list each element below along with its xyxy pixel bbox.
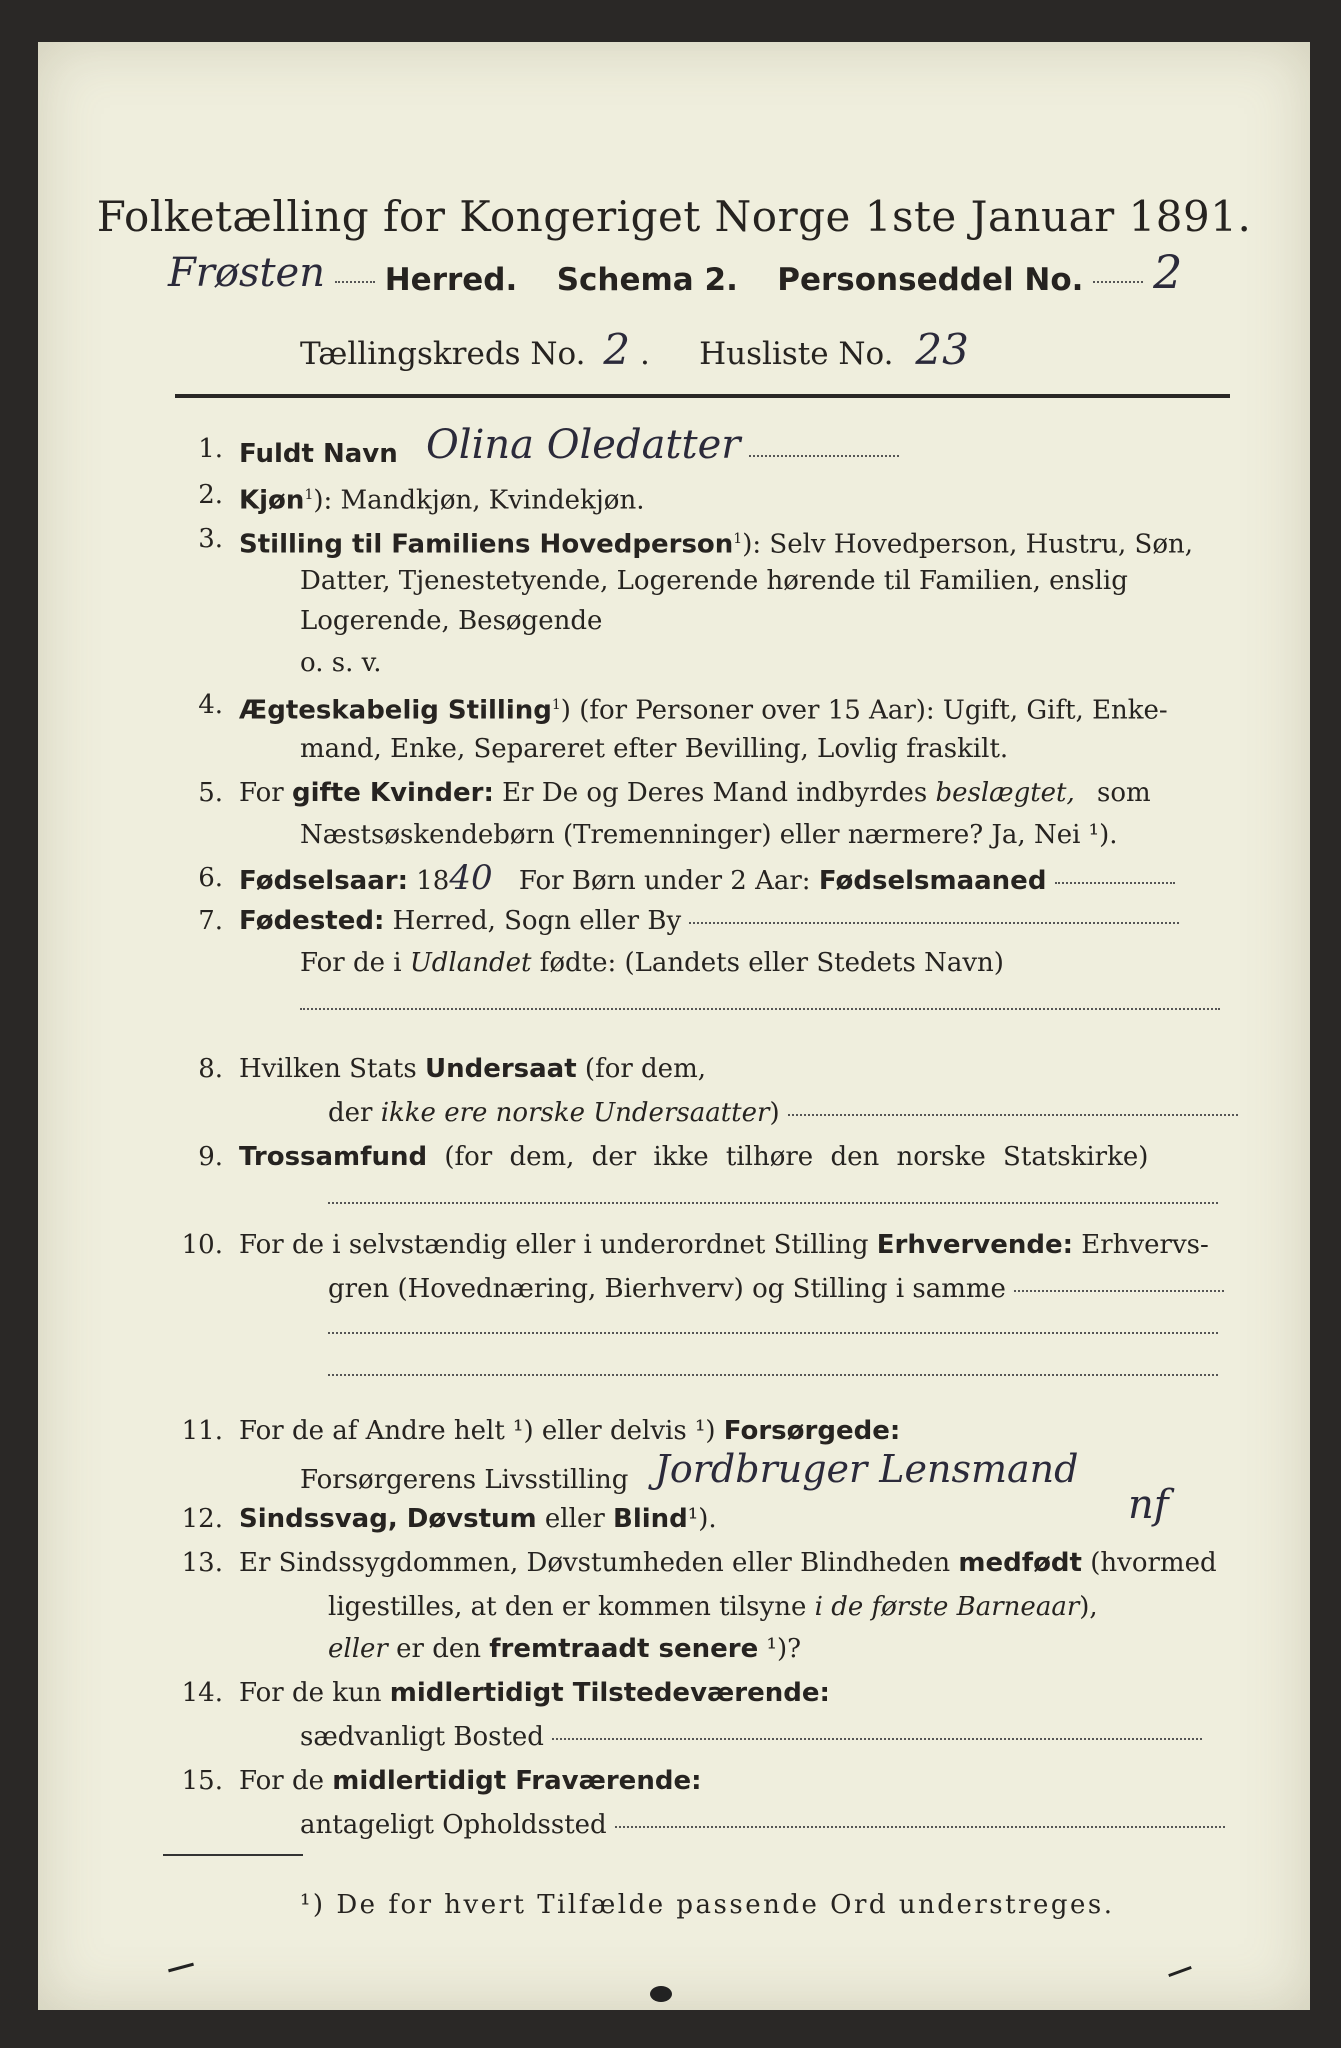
- stilling-options-line4: o. s. v.: [300, 648, 382, 678]
- fodested-label: Fødested:: [239, 906, 385, 936]
- text: For de i selvstændig eller i underordnet Stilling: [239, 1230, 869, 1260]
- item-number: 4.: [198, 690, 223, 720]
- text: ): [769, 1098, 780, 1128]
- text: fødte: (Landets eller Stedets Navn): [539, 948, 1004, 978]
- footnote-rule: [163, 1854, 303, 1856]
- item-number: 15.: [181, 1766, 223, 1796]
- aegteskabelig-options: ) (for Personer over 15 Aar): Ugift, Gift, Enke-: [560, 695, 1168, 726]
- husliste-label: Husliste No.: [699, 336, 894, 372]
- medfodt-label: medfødt: [958, 1548, 1082, 1578]
- trossamfund-label: Trossamfund: [239, 1142, 428, 1172]
- item-number: 9.: [198, 1142, 223, 1172]
- text: (for dem, der ikke tilhøre den norske Statskirke): [444, 1142, 1149, 1172]
- text: For de: [239, 1766, 324, 1796]
- item-number: 10.: [181, 1230, 223, 1260]
- footnote-ref: 1: [304, 487, 314, 503]
- undersaat-label: Undersaat: [424, 1054, 577, 1084]
- gifte-kvinder-label: gifte Kvinder:: [291, 778, 494, 808]
- text: 18: [416, 866, 450, 896]
- ink-blot: [650, 1986, 672, 2002]
- fravaerende-line2: [300, 1804, 1225, 1846]
- gifte-kvinder-line2: Næstsøskendebørn (Tremenninger) eller nærmere? Ja, Nei ¹).: [300, 820, 1118, 850]
- trossamfund-blank-line: [328, 1180, 1218, 1222]
- erhvervende-label: Erhvervende:: [876, 1230, 1074, 1260]
- item-number: 13.: [181, 1548, 223, 1578]
- personseddel-label: Personseddel No.: [777, 262, 1084, 298]
- census-form-page: [38, 42, 1310, 2010]
- fodselsaar-label: Fødselsaar:: [239, 866, 408, 896]
- text: ligestilles, at den er kommen tilsyne: [328, 1592, 807, 1622]
- text: Udlandet: [409, 948, 532, 978]
- sindssvag-value: nf: [1128, 1482, 1169, 1528]
- text: ),: [1079, 1592, 1098, 1622]
- text: eller: [544, 1504, 605, 1534]
- text: (hvormed: [1090, 1548, 1217, 1578]
- stilling-options: ): Selv Hovedperson, Hustru, Søn,: [742, 529, 1194, 560]
- medfodt-line2: [328, 1586, 1098, 1628]
- aegteskabelig-label: Ægteskabelig Stilling: [239, 695, 552, 726]
- forsorgede-label: Forsørgede:: [723, 1416, 901, 1446]
- aegteskabelig-options-line2: mand, Enke, Separeret efter Bevilling, Lovlig fraskilt.: [300, 734, 1009, 764]
- schema-label: Schema 2.: [556, 262, 738, 298]
- erhvervende-blank-line-1: [328, 1310, 1218, 1352]
- kjon-options: ): Mandkjøn, Kvindekjøn.: [313, 485, 645, 516]
- item-number: 11.: [181, 1416, 223, 1446]
- blind-label: Blind: [613, 1504, 688, 1534]
- text: (for dem,: [584, 1054, 706, 1084]
- fravaerende-label: midlertidigt Fraværende:: [332, 1766, 702, 1796]
- text: For de af Andre helt ¹) eller delvis ¹): [239, 1416, 716, 1446]
- text: Hvilken Stats: [239, 1054, 417, 1084]
- forsorgede-line2: [300, 1447, 1079, 1501]
- text: For de i: [300, 948, 402, 978]
- text: beslægtet,: [935, 778, 1075, 808]
- footnote-ref: 1: [551, 697, 561, 713]
- text: antageligt Opholdssted: [300, 1810, 607, 1840]
- text: Er Sindssygdommen, Døvstumheden eller Blindheden: [239, 1548, 951, 1578]
- undersaat-line2: [328, 1092, 1238, 1134]
- item-number: 8.: [198, 1054, 223, 1084]
- erhvervende-line2: [328, 1268, 1224, 1310]
- item-number: 3.: [198, 524, 223, 554]
- stilling-options-line2: Datter, Tjenestetyende, Logerende hørende til Familien, enslig: [300, 566, 1128, 596]
- personseddel-number: 2: [1153, 245, 1183, 299]
- text: ¹)?: [766, 1634, 802, 1664]
- footnote-ref: 1: [733, 531, 743, 547]
- text: i de første Barneaar: [814, 1592, 1080, 1622]
- item-number: 7.: [198, 906, 223, 936]
- text: Forsørgerens Livsstilling: [300, 1465, 629, 1495]
- fuldt-navn-value: Olina Oledatter: [426, 422, 741, 468]
- tilstedevaerende-line2: [300, 1716, 1202, 1758]
- item-number: 6.: [198, 863, 223, 893]
- stilling-label: Stilling til Familiens Hovedperson: [239, 529, 734, 560]
- text: For: [239, 778, 284, 808]
- corner-mark: [1168, 1966, 1192, 1977]
- erhvervende-blank-line-2: [328, 1352, 1218, 1394]
- herred-label: Herred.: [384, 262, 518, 298]
- taellingskreds-number: 2: [603, 325, 631, 374]
- item-number: 2.: [198, 480, 223, 510]
- footnote: ¹) De for hvert Tilfælde passende Ord understreges.: [300, 1890, 1115, 1920]
- item-number: 5.: [198, 778, 223, 808]
- text: sædvanligt Bosted: [300, 1722, 544, 1752]
- fuldt-navn-label: Fuldt Navn: [239, 439, 398, 469]
- text: ikke ere norske Undersaatter: [380, 1098, 770, 1128]
- taellingskreds-label: Tællingskreds No.: [300, 336, 586, 372]
- item-number: 12.: [181, 1504, 223, 1534]
- fodselsaar-value: 40: [449, 858, 493, 898]
- header-rule: [175, 394, 1230, 398]
- fodested-blank-line: [300, 986, 1220, 1028]
- fodested-line2: [300, 942, 1004, 984]
- form-title: Folketælling for Kongeriget Norge 1ste Januar 1891.: [96, 192, 1252, 241]
- text: ¹).: [687, 1504, 717, 1534]
- item-number: 14.: [181, 1678, 223, 1708]
- kjon-label: Kjøn: [239, 485, 305, 516]
- text: er den: [396, 1634, 481, 1664]
- stilling-options-line3: Logerende, Besøgende: [300, 606, 603, 636]
- text: eller: [328, 1634, 388, 1664]
- fodselsmaaned-label: Fødselsmaaned: [818, 866, 1047, 896]
- text: Herred, Sogn eller By: [392, 906, 682, 936]
- item-number: 1.: [198, 434, 223, 464]
- husliste-number: 23: [915, 325, 969, 374]
- text: For Børn under 2 Aar:: [518, 866, 811, 896]
- text: gren (Hovednæring, Bierhverv) og Stilling i samme: [328, 1274, 1006, 1304]
- text: der: [328, 1098, 373, 1128]
- header-line-taellingskreds: Tællingskreds No. 2 . Husliste No. 23: [300, 325, 969, 374]
- text: Erhvervs-: [1081, 1230, 1209, 1260]
- tilstedevaerende-label: midlertidigt Tilstedeværende:: [389, 1678, 830, 1708]
- forsorgerens-livsstilling-value: Jordbruger Lensmand: [654, 1447, 1079, 1491]
- text: For de kun: [239, 1678, 382, 1708]
- corner-mark: [168, 1963, 194, 1973]
- herred-handwritten: Frøsten: [168, 250, 325, 296]
- text: som: [1097, 778, 1151, 808]
- fremtraadt-senere-label: fremtraadt senere: [489, 1634, 759, 1664]
- medfodt-line3: [328, 1628, 801, 1670]
- header-line-herred: [168, 247, 1182, 301]
- sindssvag-label: Sindssvag, Døvstum: [239, 1504, 537, 1534]
- text: Er De og Deres Mand indbyrdes: [502, 778, 928, 808]
